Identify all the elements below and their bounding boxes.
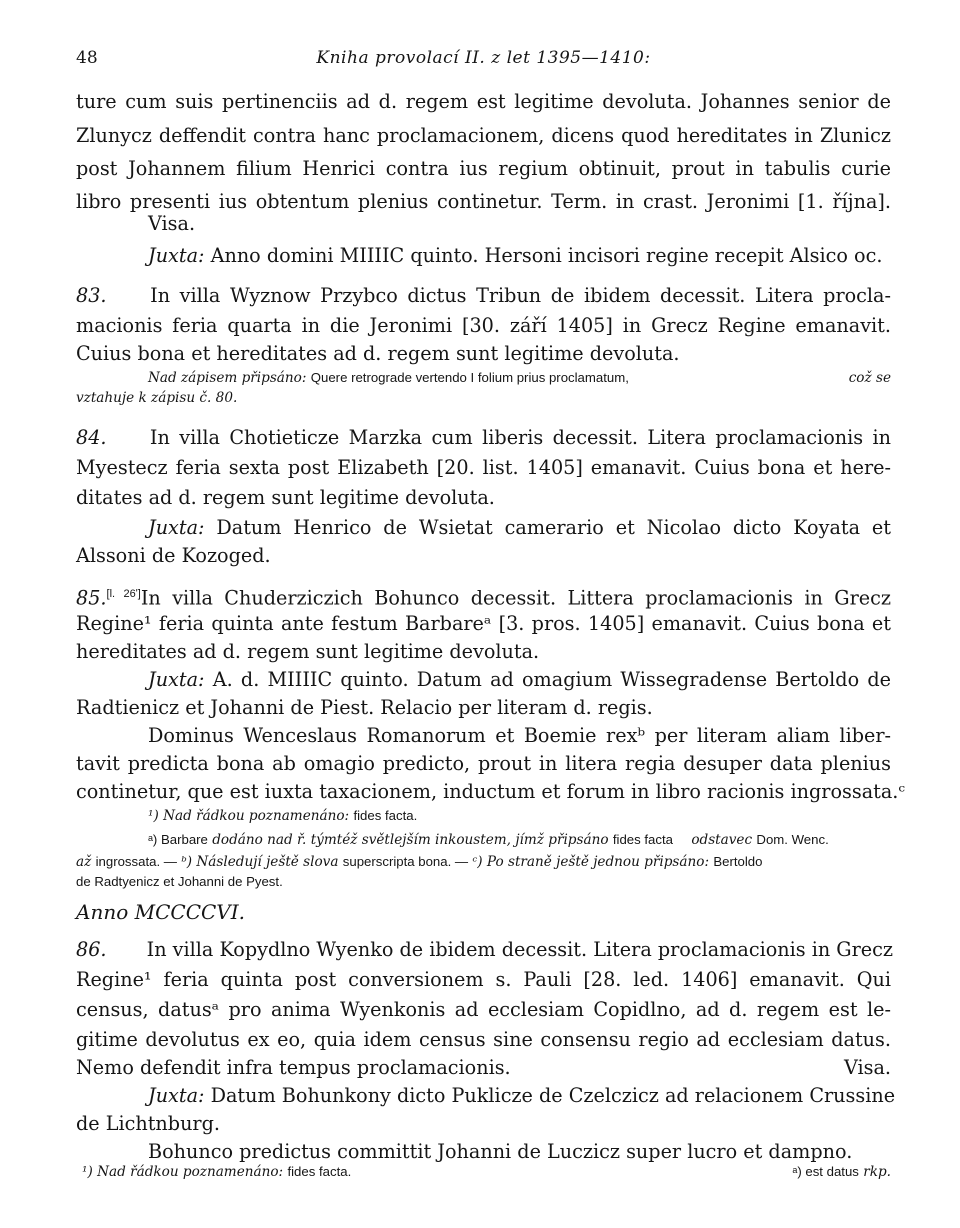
text-line: Myestecz feria sexta post Elizabeth [20. list. 1405] emanavit. Cuius bona et here- xyxy=(76,456,891,479)
editor-note: vztahuje k zápisu č. 80. xyxy=(76,390,238,406)
juxta-line xyxy=(148,666,891,694)
juxta-text: Datum Henrico de Wsietat camerario et Nicolao dicto Koyata et xyxy=(216,516,891,539)
entry-number: 86. xyxy=(76,938,107,961)
text-line: ture cum suis pertinenciis ad d. regem est legitime devoluta. Johannes senior de xyxy=(76,90,891,113)
footnote: až ingrossata. — ᵇ) Následují ještě slova superscripta bona. — ᶜ) Po straně ještě jednou připsáno: Bertoldo xyxy=(76,854,763,870)
entry-83-first-line: 83. In villa Wyznow Przybco dictus Tribun de ibidem decessit. Litera procla- xyxy=(76,284,891,307)
text-line: Radtienicz et Johanni de Piest. Relacio per literam d. regis. xyxy=(76,696,653,719)
text-line: Regine¹ feria quinta post conversionem s. Pauli [28. led. 1406] emanavit. Qui xyxy=(76,968,891,991)
text-line: tavit predicta bona ab omagio predicto, prout in litera regia desuper data plenius xyxy=(76,752,891,775)
text-line: Bohunco predictus committit Johanni de Luczicz super lucro et dampno. xyxy=(148,1140,853,1163)
juxta-text: A. d. MIIIIC quinto. Datum ad omagium Wissegradense Bertoldo de xyxy=(212,668,891,691)
folio-mark: [l. 26ʹ] xyxy=(106,588,141,600)
entry-number: 85. xyxy=(76,586,107,610)
text-line: macionis feria quarta in die Jeronimi [30. září 1405] in Grecz Regine emanavit. xyxy=(76,314,891,337)
entry-number: 84. xyxy=(76,426,107,449)
footnote: ᵃ) Barbare dodáno nad ř. týmtéž světlejším inkoustem, jímž připsáno fides facta odstavec Dom. Wenc. xyxy=(148,832,829,848)
entry-number: 83. xyxy=(76,284,107,307)
page-header xyxy=(76,48,891,72)
juxta-text: Anno domini MIIIIC quinto. Hersoni incisori regine recepit Alsico oc. xyxy=(210,244,883,267)
entry-85-first-line: 85.[l. 26ʹ]In villa Chuderziczich Bohunco decessit. Littera proclamacionis in Grecz xyxy=(76,586,891,610)
year-heading: Anno MCCCCVI. xyxy=(76,900,245,924)
text-line: Dominus Wenceslaus Romanorum et Boemie rexᵇ per literam aliam liber- xyxy=(148,724,891,747)
text-line: post Johannem filium Henrici contra ius regium obtinuit, prout in tabulis curie xyxy=(76,157,891,180)
juxta-line xyxy=(148,242,891,270)
entry-84-first-line: 84. In villa Chotieticze Marzka cum liberis decessit. Litera proclamacionis in xyxy=(76,426,891,449)
footnote: de Radtyenicz et Johanni de Pyest. xyxy=(76,874,283,889)
juxta-line xyxy=(148,1082,896,1110)
footnote: ¹) Nad řádkou poznamenáno: fides facta. ᵃ) est datus rkp. xyxy=(82,1164,891,1180)
text-line: Cuius bona et hereditates ad d. regem sunt legitime devoluta. xyxy=(76,342,680,365)
text-line: Nemo defendit infra tempus proclamacionis. Visa. xyxy=(76,1054,891,1082)
text-line: Alssoni de Kozoged. xyxy=(76,544,271,567)
text-line: gitime devolutus ex eo, quia idem census sine consensu regio ad ecclesiam datus. xyxy=(76,1028,891,1051)
text-line: hereditates ad d. regem sunt legitime devoluta. xyxy=(76,640,540,663)
juxta-label: Juxta: xyxy=(148,244,205,267)
running-title: Kniha provolací II. z let 1395—1410: xyxy=(316,48,651,68)
juxta-label: Juxta: xyxy=(148,1084,205,1107)
juxta-label: Juxta: xyxy=(148,668,205,691)
text-line: ditates ad d. regem sunt legitime devoluta. xyxy=(76,486,495,509)
text-line: continetur, que est iuxta taxacionem, inductum et forum in libro racionis ingrossata.ᶜ xyxy=(76,780,906,803)
text-line: Regine¹ feria quinta ante festum Barbareᵃ [3. pros. 1405] emanavit. Cuius bona et xyxy=(76,612,891,635)
footnote: ¹) Nad řádkou poznamenáno: fides facta. xyxy=(148,808,418,824)
text-line: libro presenti ius obtentum plenius continetur. Term. in crast. Jeronimi [1. října]. xyxy=(76,190,891,213)
text-line: census, datusᵃ pro anima Wyenkonis ad ecclesiam Copidlno, ad d. regem est le- xyxy=(76,998,891,1021)
juxta-label: Juxta: xyxy=(148,516,205,539)
juxta-line xyxy=(148,514,891,542)
visa-mark: Visa. xyxy=(843,1056,891,1079)
editor-note: Nad zápisem připsáno: Quere retrograde vertendo I folium prius proclamatum, což se xyxy=(148,370,891,386)
visa-line: Visa. xyxy=(148,212,196,235)
text-line: Zlunycz deffendit contra hanc proclamacionem, dicens quod hereditates in Zlunicz xyxy=(76,124,891,147)
page-number: 48 xyxy=(76,48,98,68)
juxta-text: Datum Bohunkony dicto Puklicze de Czelczicz ad relacionem Crussine xyxy=(210,1084,896,1107)
entry-86-first-line: 86. In villa Kopydlno Wyenko de ibidem decessit. Litera proclamacionis in Grecz xyxy=(76,938,893,961)
text-line: de Lichtnburg. xyxy=(76,1112,220,1135)
